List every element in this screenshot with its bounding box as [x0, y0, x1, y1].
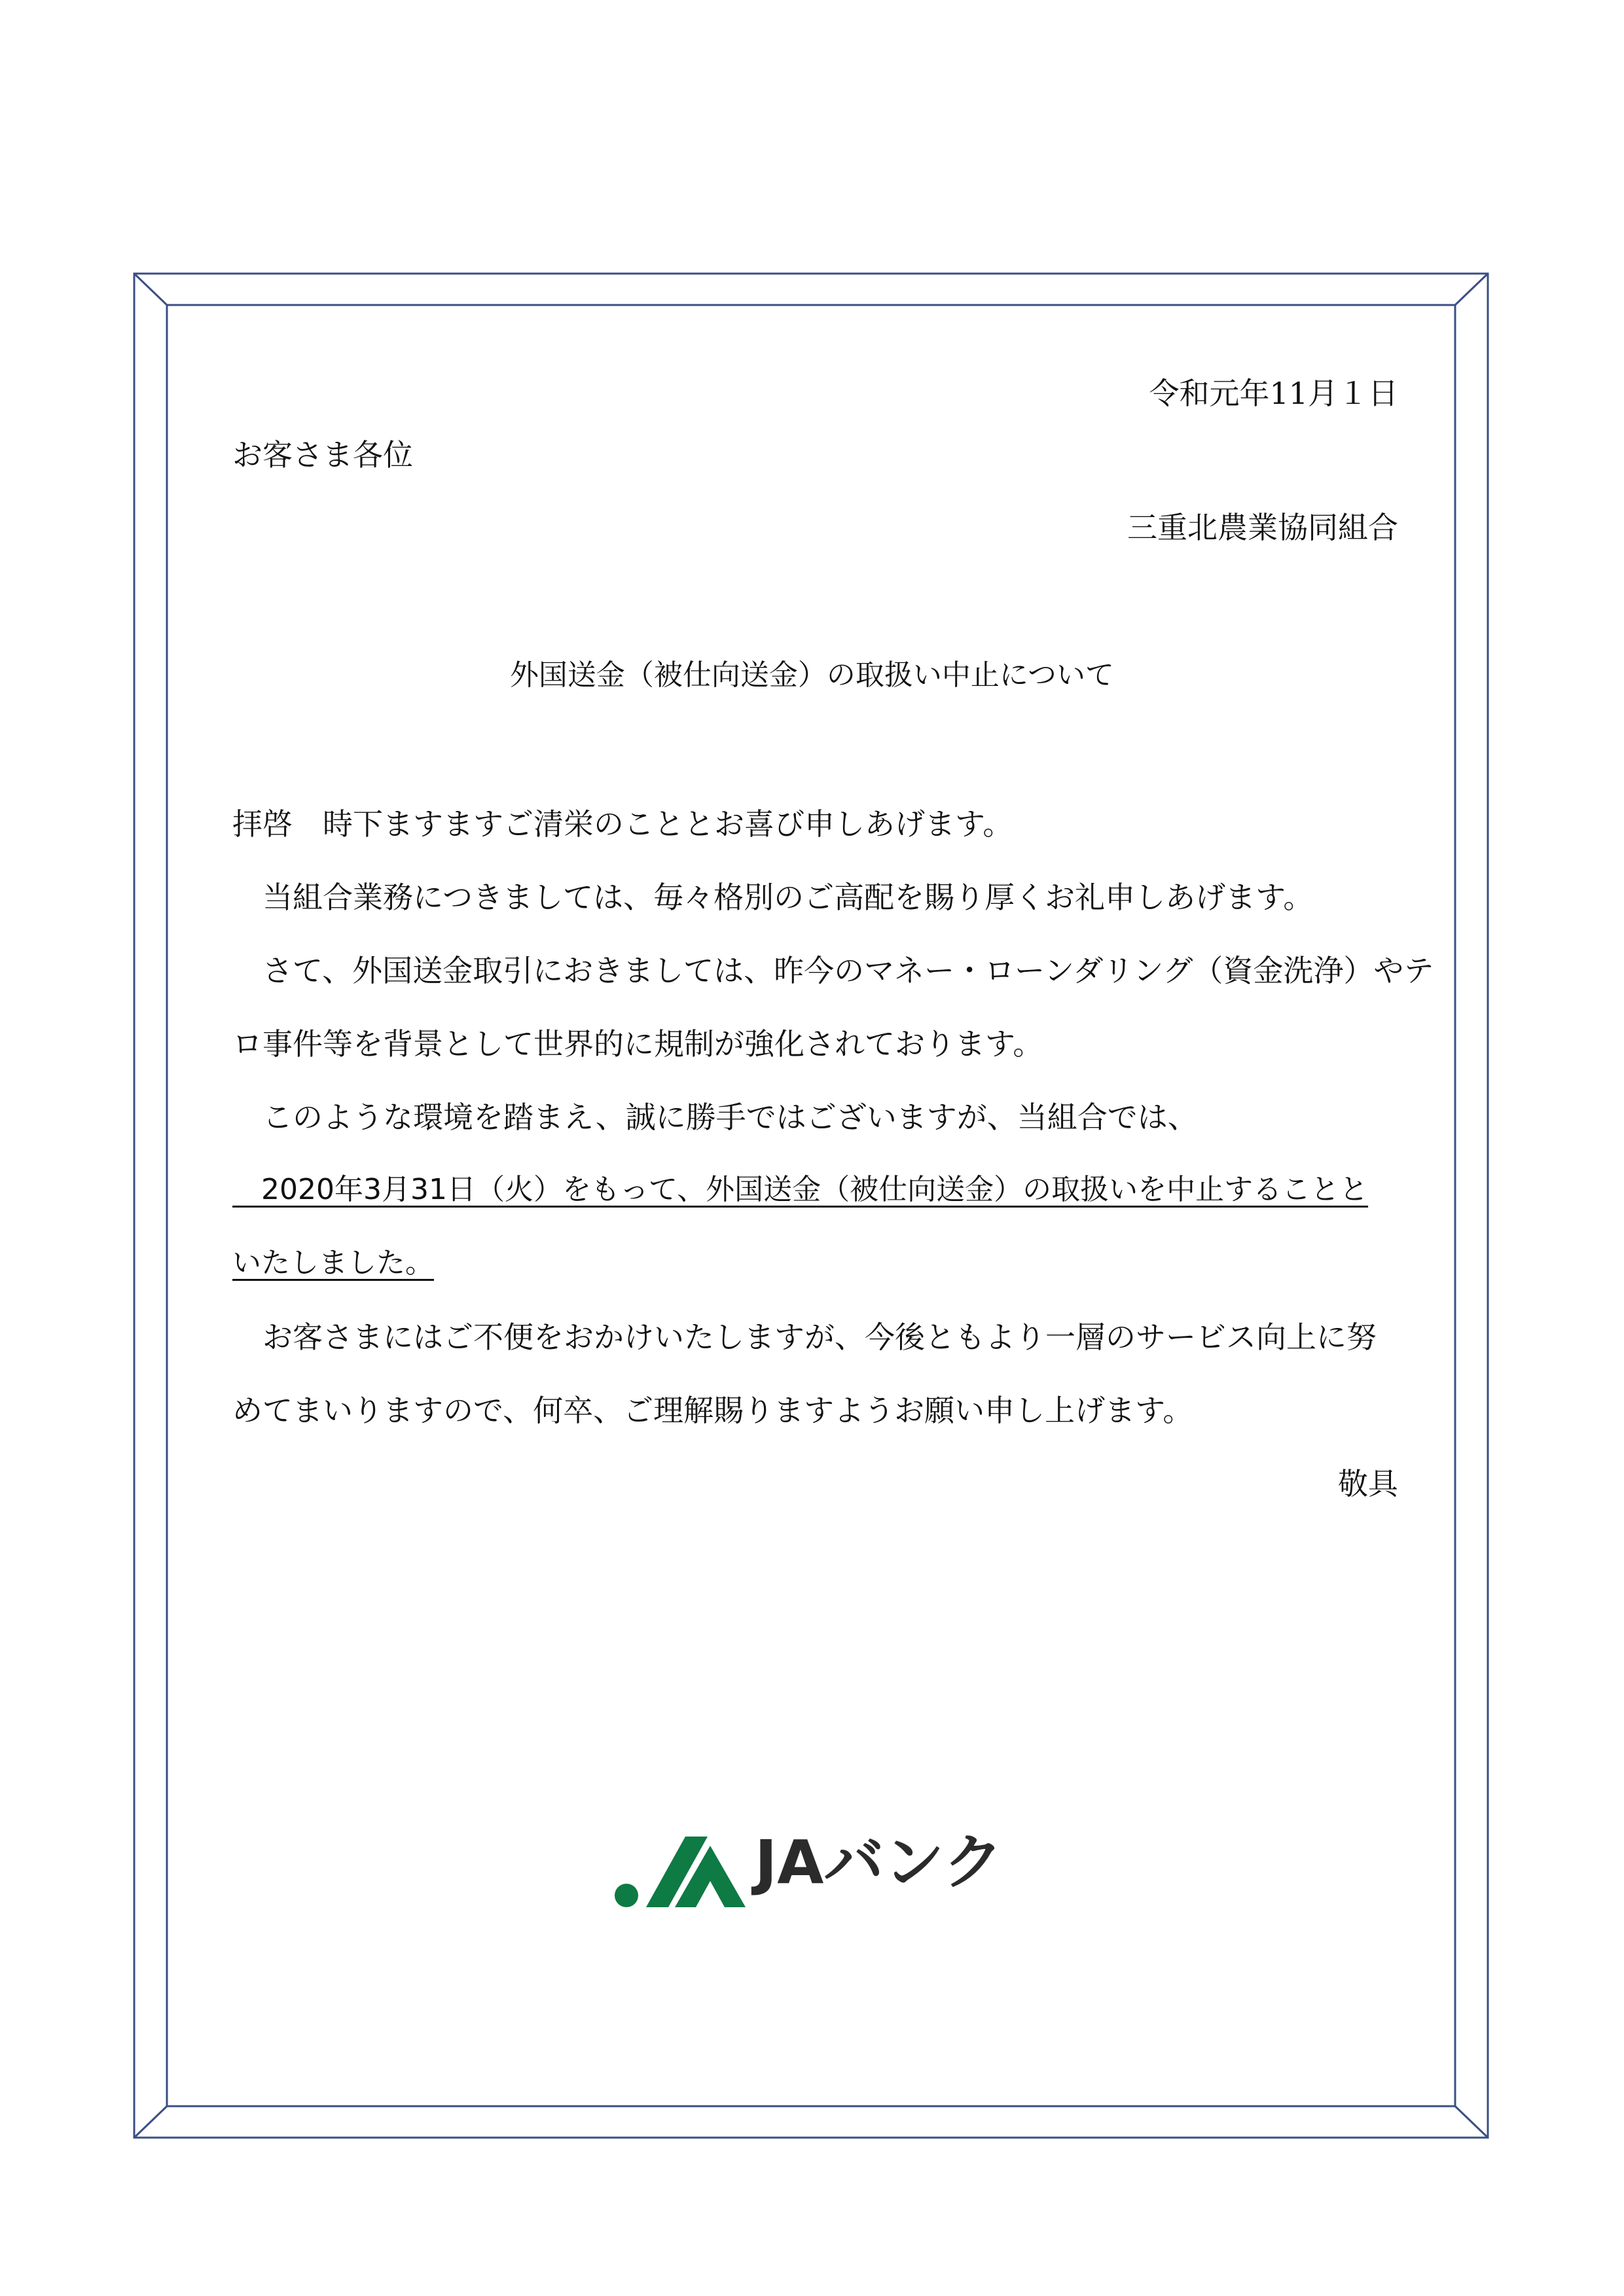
letter-closing: 敬具 [1338, 1466, 1398, 1501]
letter-title: 外国送金（被仕向送金）の取扱い中止について [509, 658, 1115, 692]
letter-addressee: お客さま各位 [232, 437, 413, 473]
paragraph-line: 当組合業務につきましては、毎々格別のご高配を賜り厚くお礼申しあげます。 [232, 880, 1314, 915]
letter-date: 令和元年11月１日 [1149, 376, 1398, 411]
paragraph-line: めてまいりますので、何卒、ご理解賜りますようお願い申し上げます。 [232, 1393, 1193, 1428]
paragraph-line: ロ事件等を背景として世界的に規制が強化されております。 [232, 1026, 1043, 1062]
ja-bank-logo-text: JAバンク [755, 1827, 1003, 1897]
paragraph-line: 拝啓 時下ますますご清栄のこととお喜び申しあげます。 [232, 806, 1013, 842]
notice-emphasis-line: いたしました。 [232, 1246, 434, 1280]
notice-emphasis-line: 2020年3月31日（火）をもって、外国送金（被仕向送金）の取扱いを中止することと [232, 1173, 1369, 1206]
paragraph-line: お客さまにはご不便をおかけいたしますが、今後ともより一層のサービス向上に努 [232, 1319, 1377, 1355]
paragraph-line: このような環境を踏まえ、誠に勝手ではございますが、当組合では、 [232, 1100, 1198, 1135]
letter-sender: 三重北農業協同組合 [1127, 510, 1398, 545]
paragraph-line: さて、外国送金取引におきましては、昨今のマネー・ローンダリング（資金洗浄）やテ [232, 953, 1434, 988]
